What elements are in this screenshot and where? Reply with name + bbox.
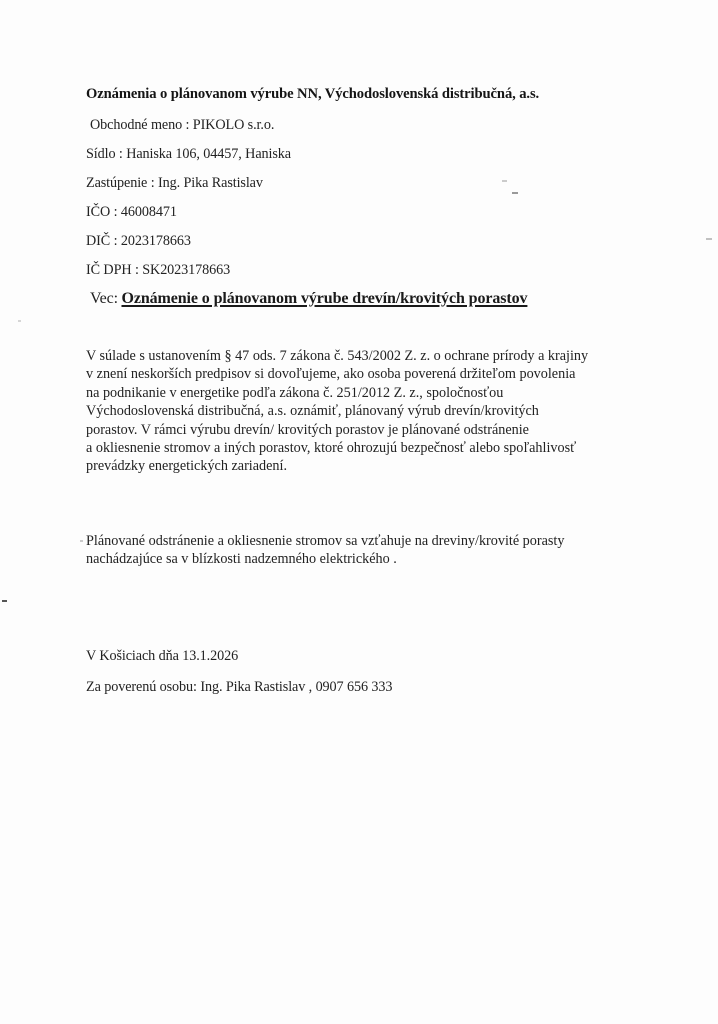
paragraph-line: V súlade s ustanovením § 47 ods. 7 zákona č. 543/2002 Z. z. o ochrane prírody a krajiny xyxy=(86,348,589,364)
paragraph-line: v znení neskorších predpisov si dovoľujeme, ako osoba poverená držiteľom povolenia xyxy=(86,366,576,383)
scan-speck xyxy=(512,192,518,194)
company-ico: IČO : 46008471 xyxy=(86,204,177,220)
business-name: Obchodné meno : PIKOLO s.r.o. xyxy=(90,117,275,133)
subject-text: Oznámenie o plánovanom výrube drevín/krovitých porastov xyxy=(121,290,528,307)
scan-speck xyxy=(80,540,83,542)
paragraph-line: Plánované odstránenie a okliesnenie stromov sa vzťahuje na dreviny/krovité porasty xyxy=(86,533,565,549)
paragraph-line: prevádzky energetických zariadení. xyxy=(86,458,288,475)
paragraph-scope xyxy=(86,532,656,569)
scan-speck xyxy=(706,238,712,240)
scan-speck xyxy=(502,180,507,182)
paragraph-line: porastov. V rámci výrubu drevín/ krovitých porastov je plánované odstránenie xyxy=(86,421,529,438)
signature-line: Za poverenú osobu: Ing. Pika Rastislav , 0907 656 333 xyxy=(86,679,393,695)
subject-prefix: Vec: xyxy=(90,290,119,307)
company-dic: DIČ : 2023178663 xyxy=(86,233,191,249)
represented-by: Zastúpenie : Ing. Pika Rastislav xyxy=(86,175,263,191)
document-heading: Oznámenia o plánovanom výrube NN, Východoslovenská distribučná, a.s. xyxy=(86,86,540,102)
paragraph-line: nachádzajúce sa v blízkosti nadzemného elektrického . xyxy=(86,551,397,568)
paragraph-line: a okliesnenie stromov a iných porastov, ktoré ohrozujú bezpečnosť alebo spoľahlivosť xyxy=(86,440,577,457)
scan-speck xyxy=(18,320,21,322)
subject-line xyxy=(90,290,527,308)
paragraph-line: na podnikanie v energetike podľa zákona č. 251/2012 Z. z., spoločnosťou xyxy=(86,384,504,401)
paragraph-legal-basis xyxy=(86,347,656,476)
paragraph-line: Východoslovenská distribučná, a.s. oznámiť, plánovaný výrub drevín/krovitých xyxy=(86,403,539,420)
scan-speck xyxy=(2,600,7,602)
company-seat: Sídlo : Haniska 106, 04457, Haniska xyxy=(86,146,291,162)
company-ic-dph: IČ DPH : SK2023178663 xyxy=(86,262,231,278)
place-and-date: V Košiciach dňa 13.1.2026 xyxy=(86,648,239,664)
